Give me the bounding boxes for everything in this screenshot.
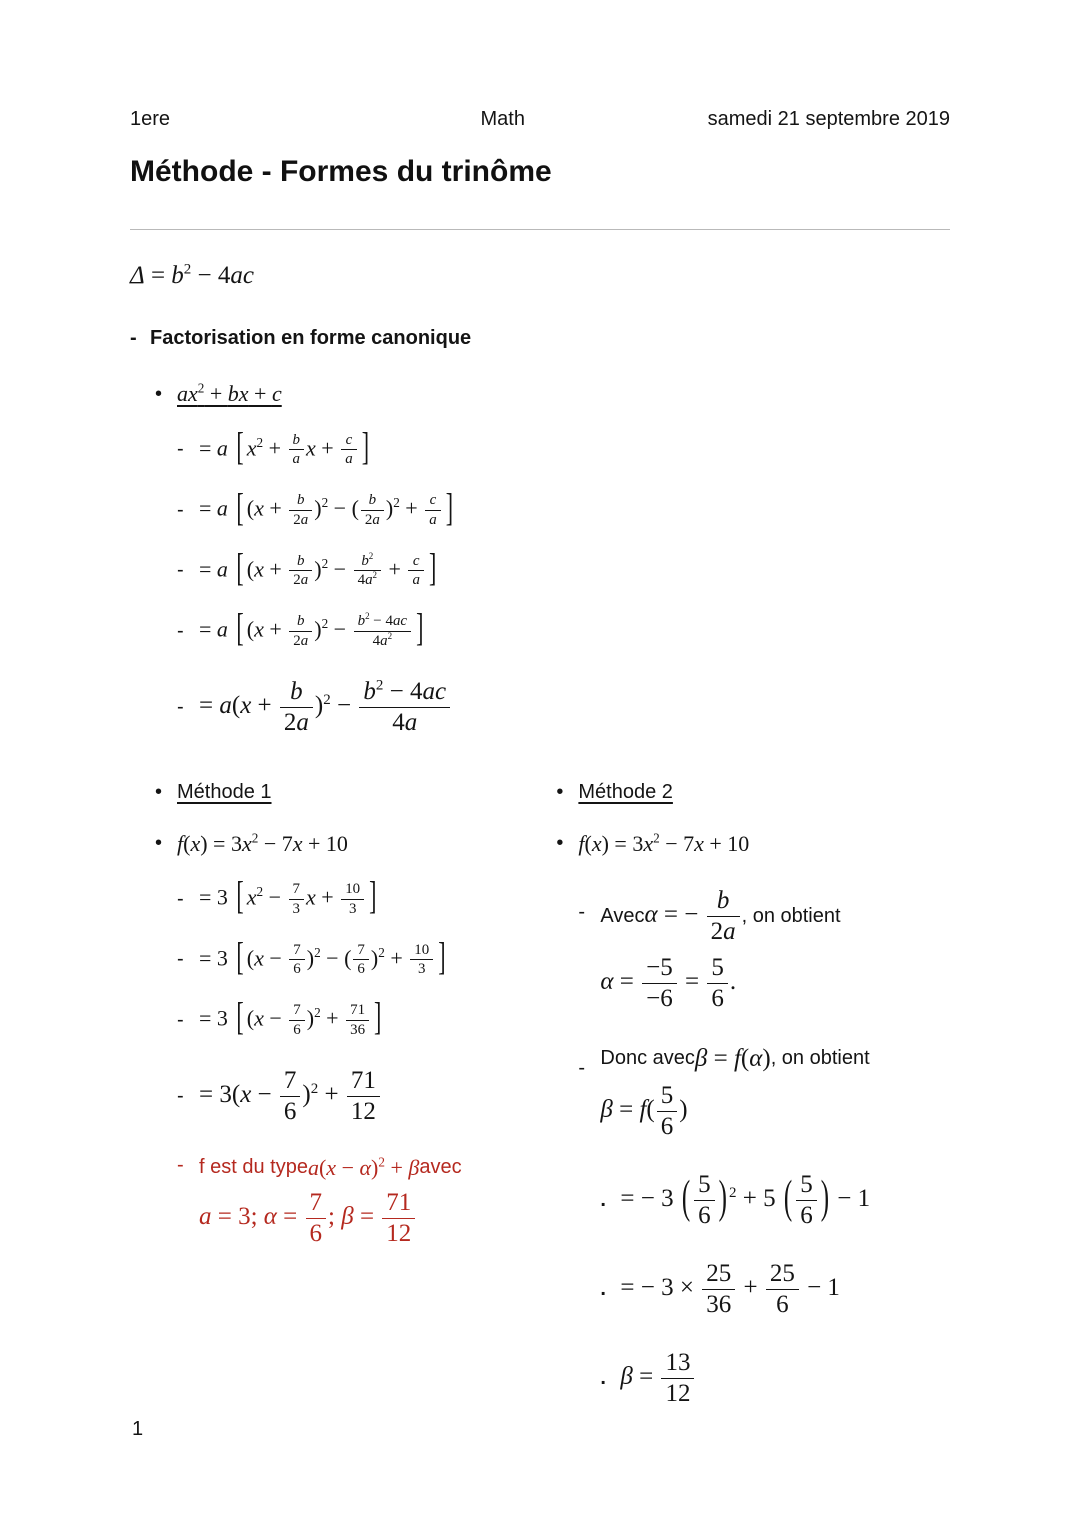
- dot-marker: .: [600, 1367, 606, 1390]
- step-pre: Donc avec: [600, 1047, 695, 1070]
- m2-step-1-line2: α = $\frac{-5}{-6}$ = $\frac{5}{6}$ .: [600, 954, 737, 1013]
- section-heading-row: [130, 327, 950, 350]
- dash-marker: -: [177, 1008, 184, 1031]
- equation: = 3 [ (x − $\frac{7}{6}$ )$^2$ + $\frac{71}{36}$ ]: [199, 994, 382, 1040]
- equation: = 3 [ (x − $\frac{7}{6}$ )$^2$ − ( $\frac{7}{6}$ )$^2$ + $\frac{10}{3}$ ]: [199, 933, 446, 979]
- m2-step-1: [578, 887, 950, 1013]
- section-title: Factorisation en forme canonique: [150, 327, 472, 350]
- method2-steps: [578, 887, 950, 1408]
- step-post: , on obtient: [770, 1047, 870, 1070]
- equation: = − 3 × $\frac{25}{36}$ + $\frac{25}{6}$ − 1: [620, 1260, 840, 1319]
- m1-conclusion-text: [199, 1154, 462, 1249]
- function-formula: $f(x) = 3x^2 - 7x + 10$: [177, 830, 348, 856]
- equation: = a(x + $\frac{b}{2a}$ )$^2$ − $\frac{b^2 - 4ac}{4a}$: [199, 678, 452, 737]
- dash-marker: -: [177, 695, 184, 718]
- equation: = − 3 ( $\frac{5}{6}$ ) $^2$ + 5 ( $\frac{5}{6}$ ) − 1: [620, 1171, 871, 1230]
- method1-title: Méthode 1: [177, 780, 272, 803]
- m2-step-2-body: [600, 1043, 869, 1141]
- conclusion-post: avec: [419, 1155, 462, 1178]
- m2-step-2-line2: β = f( $\frac{5}{6}$ ): [600, 1082, 688, 1141]
- function-formula: $f(x) = 3x^2 - 7x + 10$: [578, 830, 750, 856]
- dash-marker: -: [177, 1084, 184, 1107]
- dash-marker: -: [578, 901, 586, 924]
- m2-bullet-2: [600, 1260, 950, 1319]
- method2-title: Méthode 2: [578, 780, 673, 803]
- m1-conclusion-line1: [199, 1154, 462, 1182]
- m2-step-2-line1: [600, 1043, 869, 1074]
- dot-marker: .: [600, 1278, 606, 1301]
- m2-step-2: [578, 1043, 950, 1141]
- dash-marker: -: [177, 1153, 184, 1176]
- page-number: 1: [132, 1418, 144, 1440]
- equation-step-2: [177, 484, 950, 530]
- method1-column: [130, 781, 556, 1409]
- polynomial-row: [155, 380, 950, 408]
- class-label: 1ere: [130, 108, 171, 130]
- m1-conclusion-line2: a = 3; α = $\frac{7}{6}$ ; β = $\frac{71}{12}$: [199, 1189, 462, 1248]
- step-math: β = f(α): [694, 1045, 771, 1073]
- equation: = 3(x − $\frac{7}{6}$ )$^2$ + $\frac{71}{12}$: [199, 1067, 382, 1126]
- equation-step-4: [177, 605, 950, 651]
- section-body: [155, 380, 950, 736]
- m2-step-1-line1: [600, 887, 840, 946]
- m2-bullet-1: [600, 1171, 950, 1230]
- methods-columns: [130, 781, 950, 1409]
- dash-marker: -: [177, 887, 184, 910]
- bullet-marker: •: [155, 831, 163, 854]
- m1-conclusion: [177, 1154, 556, 1249]
- equation: = a [ (x + $\frac{b}{2a}$ )$^2$ − ( $\frac{b}{2a}$ )$^2$ + $\frac{c}{a}$ ]: [199, 484, 454, 530]
- dash-marker: -: [177, 559, 184, 582]
- subject-label: Math: [480, 108, 525, 130]
- m2-computation-bullets: [600, 1171, 950, 1408]
- bullet-marker: •: [556, 831, 564, 854]
- bullet-marker: •: [155, 780, 163, 803]
- method1-steps: [177, 873, 556, 1248]
- m1-step-2: [177, 933, 556, 979]
- equation: = a [ (x + $\frac{b}{2a}$ )$^2$ − $\frac{b^2}{4a^2}$ + $\frac{c}{a}$ ]: [199, 544, 437, 590]
- m1-step-3: [177, 994, 556, 1040]
- step-pre: Avec: [600, 905, 645, 928]
- step-math: α = − $\frac{b}{2a}$: [645, 887, 742, 946]
- dot-marker: .: [600, 1189, 606, 1212]
- method2-function-row: [556, 830, 950, 858]
- divider: [130, 229, 950, 230]
- dash-marker: -: [177, 498, 184, 521]
- equation-step-1: [177, 423, 950, 469]
- m1-step-4: [177, 1067, 556, 1126]
- method1-title-row: [155, 781, 556, 804]
- method2-title-row: [556, 781, 950, 804]
- equation: = 3 [ $x^2$ − $\frac{7}{3}$ x + $\frac{10}{3}$ ]: [199, 873, 377, 919]
- discriminant-formula: $\Delta = b^2 - 4ac$: [130, 261, 255, 289]
- page-header: [130, 108, 950, 131]
- step-post: , on obtient: [741, 905, 841, 928]
- m2-step-1-body: [600, 887, 840, 1013]
- dash-marker: -: [177, 619, 184, 642]
- dash-marker: -: [177, 948, 184, 971]
- bullet-marker: •: [556, 780, 564, 803]
- canonical-steps: [177, 423, 950, 737]
- dash-marker: -: [130, 327, 137, 350]
- conclusion-pre: f est du type: [199, 1155, 308, 1178]
- conclusion-math: $a(x - \alpha)^2 + \beta$: [307, 1154, 420, 1180]
- method2-column: [556, 781, 950, 1409]
- m1-step-1: [177, 873, 556, 919]
- equation: = a [ $x^2$ + $\frac{b}{a}$ x + $\frac{c}{a}$ ]: [199, 423, 370, 469]
- equation: = a [ (x + $\frac{b}{2a}$ )$^2$ − $\frac{b^2 - 4ac}{4a^2}$ ]: [199, 605, 424, 651]
- equation-step-5: [177, 678, 950, 737]
- polynomial-formula: $ax^2$ + bx + c: [177, 380, 282, 407]
- equation: β = $\frac{13}{12}$: [620, 1349, 696, 1408]
- page-title: Méthode - Formes du trinôme: [130, 155, 552, 188]
- dash-marker: -: [177, 438, 184, 461]
- method1-function-row: [155, 830, 556, 858]
- dash-marker: -: [578, 1057, 586, 1080]
- equation-step-3: [177, 544, 950, 590]
- bullet-marker: •: [155, 382, 163, 405]
- m2-bullet-3: [600, 1349, 950, 1408]
- date-label: samedi 21 septembre 2019: [707, 108, 950, 130]
